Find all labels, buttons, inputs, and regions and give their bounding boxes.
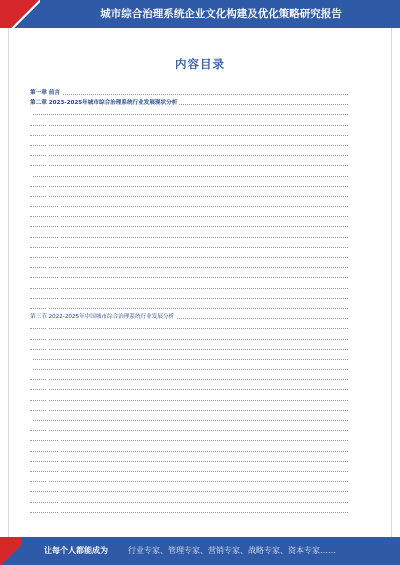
- toc-leader-dots: [30, 145, 348, 146]
- toc-entry-text: [58, 447, 60, 453]
- toc-title: 内容目录: [175, 57, 225, 71]
- toc-leader-dots: [30, 379, 348, 380]
- toc-entry-text: [58, 457, 60, 463]
- toc-entry-text: [46, 324, 48, 330]
- toc-leader-dots: [30, 359, 348, 360]
- toc-entry-text: [46, 426, 48, 432]
- toc-entry-text: [58, 467, 60, 473]
- toc-entry-text: 第二章 2023-2025年城市综合治理系统行业发展现状分析: [30, 100, 178, 107]
- toc-entry[interactable]: [30, 149, 348, 159]
- toc-leader-dots: [30, 349, 348, 350]
- toc-leader-dots: [30, 481, 348, 482]
- toc-entry-text: [58, 498, 60, 504]
- toc-entry-text: [46, 182, 48, 188]
- toc-entry[interactable]: [30, 434, 348, 444]
- toc-entry-text: [46, 192, 48, 198]
- toc-entry[interactable]: [30, 312, 348, 322]
- toc-leader-dots: [30, 420, 348, 421]
- report-title: 城市综合治理系统企业文化构建及优化策略研究报告: [100, 8, 342, 20]
- toc-leader-dots: [30, 288, 348, 289]
- toc-leader-dots: [30, 339, 348, 340]
- toc-list: [30, 88, 348, 516]
- toc-entry[interactable]: [30, 119, 348, 129]
- report-footer: [0, 537, 400, 565]
- toc-entry[interactable]: [30, 404, 348, 414]
- toc-entry[interactable]: [30, 445, 348, 455]
- toc-entry[interactable]: [30, 383, 348, 393]
- toc-entry[interactable]: [30, 98, 348, 108]
- toc-entry-text: [46, 385, 48, 391]
- toc-entry-text: [30, 172, 32, 178]
- toc-leader-dots: [30, 196, 348, 197]
- toc-leader-dots: [30, 267, 348, 268]
- header-accent-tab: [0, 0, 40, 28]
- toc-entry[interactable]: [30, 210, 348, 220]
- toc-entry-text: [46, 263, 48, 269]
- toc-entry-text: [46, 406, 48, 412]
- toc-leader-dots: [30, 451, 348, 452]
- toc-entry[interactable]: [30, 394, 348, 404]
- toc-entry-text: [46, 335, 48, 341]
- toc-leader-dots: [30, 165, 348, 166]
- toc-entry-text: [46, 161, 48, 167]
- toc-leader-dots: [30, 471, 348, 472]
- toc-leader-dots: [30, 389, 348, 390]
- toc-entry[interactable]: [30, 170, 348, 180]
- toc-leader-dots: [30, 216, 348, 217]
- footer-slogan: 让每个人都能成为: [44, 546, 108, 555]
- toc-entry-text: [30, 416, 32, 422]
- toc-leader-dots: [30, 502, 348, 503]
- toc-entry[interactable]: [30, 180, 348, 190]
- toc-leader-dots: [30, 369, 348, 370]
- toc-entry[interactable]: [30, 231, 348, 241]
- toc-entry-text: [46, 141, 48, 147]
- footer-tagline: 行业专家、管理专家、营销专家、战略专家、资本专家……: [128, 546, 336, 555]
- toc-entry[interactable]: [30, 414, 348, 424]
- toc-entry[interactable]: [30, 302, 348, 312]
- toc-leader-dots: [30, 491, 348, 492]
- toc-leader-dots: [30, 206, 348, 207]
- toc-entry-text: [58, 243, 60, 249]
- toc-entry-text: [58, 487, 60, 493]
- toc-entry-text: [46, 131, 48, 137]
- toc-entry-text: [58, 222, 60, 228]
- toc-entry[interactable]: [30, 373, 348, 383]
- toc-leader-dots: [30, 430, 348, 431]
- toc-leader-dots: [30, 308, 348, 309]
- toc-entry[interactable]: [30, 455, 348, 465]
- toc-entry[interactable]: [30, 424, 348, 434]
- toc-entry[interactable]: [30, 129, 348, 139]
- toc-leader-dots: [30, 237, 348, 238]
- toc-entry[interactable]: [30, 139, 348, 149]
- toc-entry[interactable]: [30, 322, 348, 332]
- toc-entry[interactable]: [30, 200, 348, 210]
- toc-entry[interactable]: [30, 159, 348, 169]
- toc-entry[interactable]: [30, 241, 348, 251]
- toc-entry-text: [30, 355, 32, 361]
- toc-leader-dots: [30, 440, 348, 441]
- toc-entry[interactable]: [30, 506, 348, 516]
- toc-entry-text: [58, 294, 60, 300]
- toc-entry-text: 第一章 前言: [30, 90, 60, 96]
- toc-entry[interactable]: [30, 261, 348, 271]
- toc-entry-text: [30, 365, 32, 371]
- toc-entry-text: [46, 477, 48, 483]
- toc-leader-dots: [30, 410, 348, 411]
- toc-entry-text: [58, 436, 60, 442]
- toc-leader-dots: [30, 135, 348, 136]
- toc-entry-text: [58, 253, 60, 259]
- toc-leader-dots: [30, 512, 348, 513]
- toc-entry[interactable]: [30, 485, 348, 495]
- toc-entry-text: [46, 396, 48, 402]
- toc-entry[interactable]: [30, 465, 348, 475]
- toc-leader-dots: [30, 155, 348, 156]
- toc-entry[interactable]: [30, 190, 348, 200]
- toc-entry[interactable]: [30, 271, 348, 281]
- toc-leader-dots: [30, 176, 348, 177]
- toc-entry[interactable]: [30, 363, 348, 373]
- toc-entry[interactable]: [30, 108, 348, 118]
- toc-leader-dots: [30, 461, 348, 462]
- toc-leader-dots: [30, 226, 348, 227]
- toc-leader-dots: [30, 114, 348, 115]
- toc-entry[interactable]: [30, 333, 348, 343]
- toc-leader-dots: [30, 298, 348, 299]
- toc-entry-text: 第三节 2022-2025年中国城市综合治理系统行业发展分析: [30, 314, 175, 321]
- toc-entry[interactable]: [30, 251, 348, 261]
- toc-entry[interactable]: [30, 496, 348, 506]
- toc-entry-text: [58, 202, 60, 208]
- toc-leader-dots: [30, 257, 348, 258]
- toc-entry-text: [58, 233, 60, 239]
- report-header: [0, 0, 400, 28]
- toc-entry-text: [58, 212, 60, 218]
- toc-entry[interactable]: [30, 475, 348, 485]
- toc-entry[interactable]: [30, 282, 348, 292]
- toc-entry-text: [30, 110, 32, 116]
- toc-leader-dots: [30, 400, 348, 401]
- toc-entry-text: [46, 375, 48, 381]
- toc-leader-dots: [30, 328, 348, 329]
- toc-entry-text: [46, 151, 48, 157]
- toc-entry-text: [46, 304, 48, 310]
- toc-leader-dots: [30, 277, 348, 278]
- toc-leader-dots: [30, 94, 348, 95]
- toc-entry[interactable]: [30, 353, 348, 363]
- toc-leader-dots: [30, 186, 348, 187]
- footer-accent-tab: [0, 537, 22, 565]
- toc-entry-text: [58, 508, 60, 514]
- toc-leader-dots: [30, 125, 348, 126]
- toc-entry-text: [46, 345, 48, 351]
- toc-entry[interactable]: [30, 292, 348, 302]
- toc-entry-text: [58, 284, 60, 290]
- toc-entry-text: [58, 273, 60, 279]
- toc-entry[interactable]: [30, 88, 348, 98]
- toc-leader-dots: [30, 247, 348, 248]
- toc-entry[interactable]: [30, 220, 348, 230]
- toc-entry[interactable]: [30, 343, 348, 353]
- toc-entry-text: [46, 121, 48, 127]
